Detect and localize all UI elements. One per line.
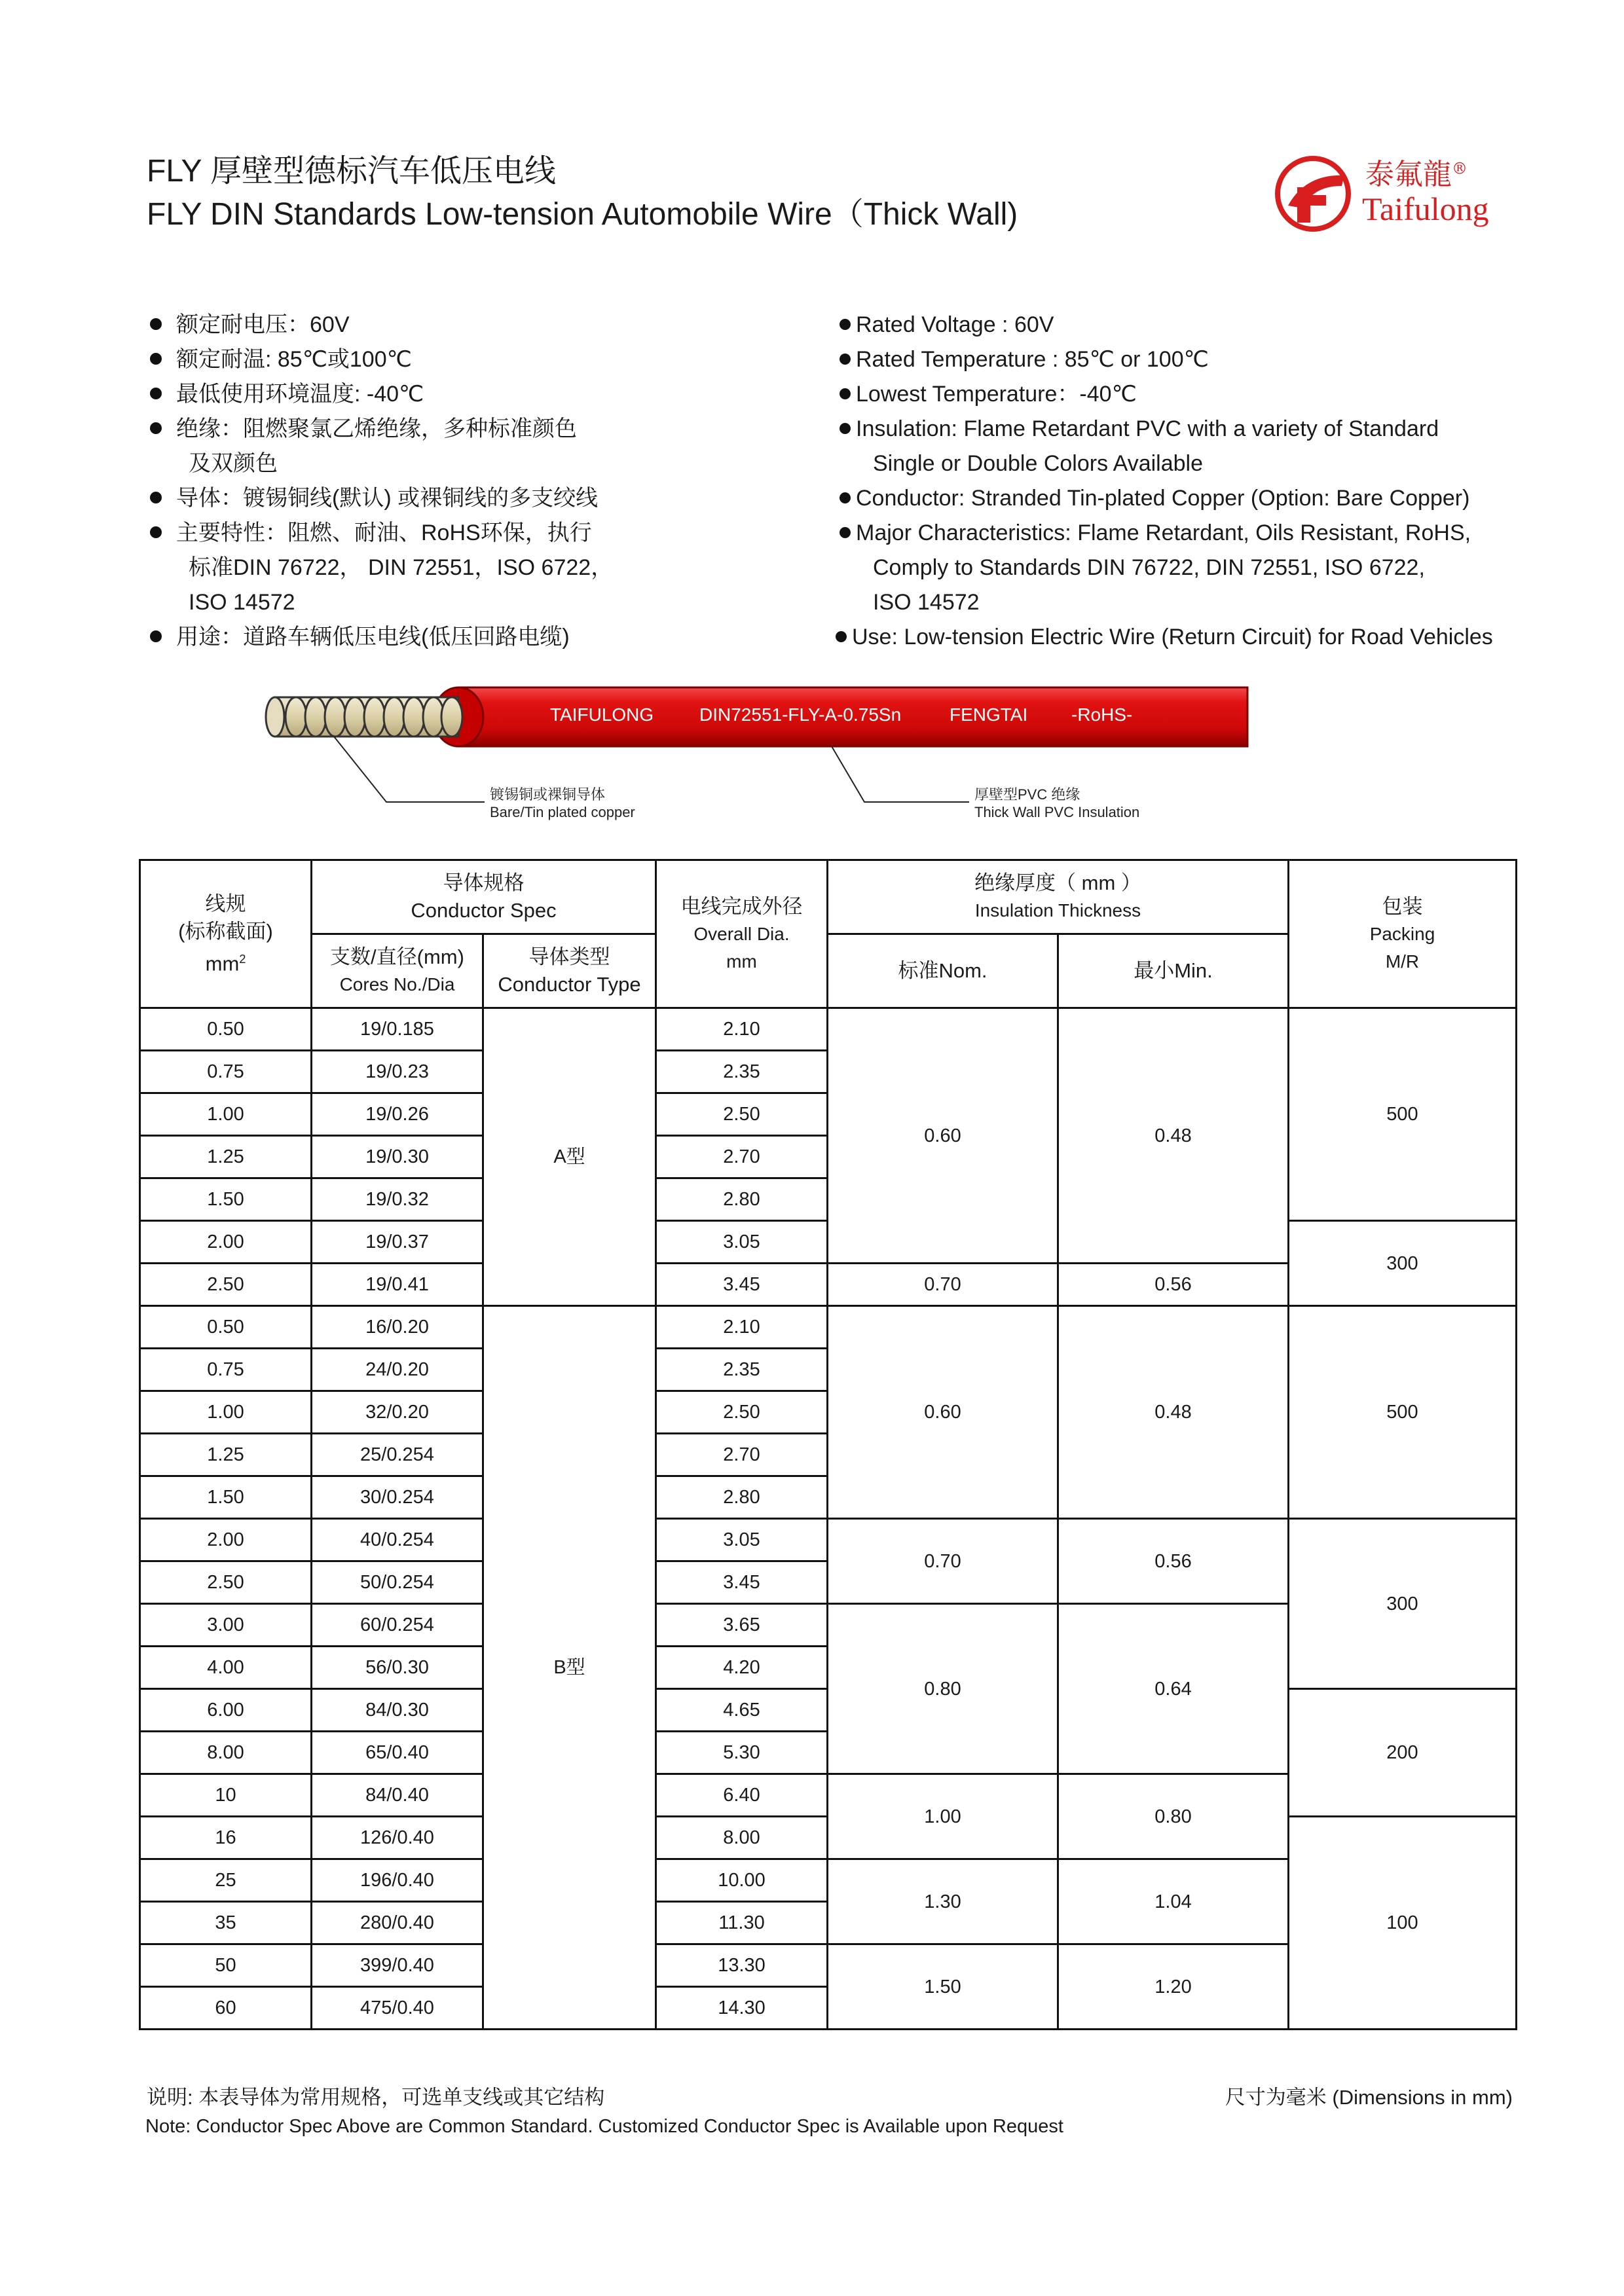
cell-dia: 2.80 — [656, 1476, 828, 1519]
cell-cores: 50/0.254 — [312, 1561, 483, 1604]
cell-size: 10 — [140, 1774, 312, 1817]
spec-table — [139, 859, 1517, 2030]
header-nominal: 标准Nom. — [828, 934, 1058, 1008]
bullet-icon — [150, 422, 162, 434]
cell-size: 1.25 — [140, 1434, 312, 1476]
cell-ins-nom: 0.70 — [828, 1519, 1058, 1604]
cell-ins-min: 0.56 — [1058, 1264, 1289, 1306]
spec-item-cn-continued: 标准DIN 76722， DIN 72551，ISO 6722， — [189, 555, 614, 580]
cell-cores: 25/0.254 — [312, 1434, 483, 1476]
table-row — [140, 1008, 1517, 1051]
spec-item-en-continued: ISO 14572 — [873, 590, 980, 615]
cell-dia: 3.05 — [656, 1519, 828, 1561]
cell-dia: 2.70 — [656, 1136, 828, 1178]
cell-size: 2.50 — [140, 1561, 312, 1604]
callout-conductor: 镀锡铜或裸铜导体 Bare/Tin plated copper — [490, 786, 635, 820]
spec-item-cn: 主要特性：阻燃、耐油、RoHS环保，执行 — [150, 516, 592, 551]
cell-cores: 30/0.254 — [312, 1476, 483, 1519]
cell-size: 1.50 — [140, 1476, 312, 1519]
logo-english-name: Taifulong — [1362, 191, 1489, 227]
bullet-icon — [150, 318, 162, 330]
spec-item-en: Use: Low-tension Electric Wire (Return Circuit) for Road Vehicles — [836, 620, 1493, 655]
table-body — [140, 1008, 1517, 2030]
header-insulation-thickness: 绝缘厚度（ mm ） Insulation Thickness — [828, 860, 1289, 934]
cell-size: 25 — [140, 1859, 312, 1902]
cell-ins-min: 0.80 — [1058, 1774, 1289, 1859]
cell-size: 0.75 — [140, 1051, 312, 1093]
header-overall-dia: 电线完成外径 Overall Dia. mm — [656, 860, 828, 1008]
spec-item-cn: 最低使用环境温度: -40℃ — [150, 377, 424, 412]
callout-insulation: 厚壁型PVC 绝缘 Thick Wall PVC Insulation — [974, 786, 1140, 820]
table-row — [140, 1306, 1517, 1349]
spec-item-cn: 绝缘：阻燃聚氯乙烯绝缘，多种标准颜色 — [150, 412, 577, 446]
spec-item-cn: 用途：道路车辆低压电线(低压回路电缆) — [150, 620, 570, 655]
cell-dia: 2.50 — [656, 1391, 828, 1434]
cell-conductor-type: A型 — [483, 1008, 656, 1306]
table-row — [140, 1519, 1517, 1561]
bullet-icon — [840, 527, 851, 538]
cell-dia: 3.05 — [656, 1221, 828, 1264]
cell-dia: 2.80 — [656, 1178, 828, 1221]
cell-cores: 84/0.40 — [312, 1774, 483, 1817]
cell-packing: 500 — [1289, 1306, 1517, 1519]
header-minimum: 最小Min. — [1058, 934, 1289, 1008]
bullet-icon — [840, 492, 851, 503]
cell-cores: 84/0.30 — [312, 1689, 483, 1732]
bullet-icon — [840, 423, 851, 434]
cell-cores: 280/0.40 — [312, 1902, 483, 1944]
cell-dia: 4.20 — [656, 1647, 828, 1689]
cell-dia: 2.10 — [656, 1306, 828, 1349]
cable-print-standard: DIN72551-FLY-A-0.75Sn — [699, 704, 902, 725]
cell-cores: 475/0.40 — [312, 1987, 483, 2030]
cell-packing: 100 — [1289, 1817, 1517, 2030]
cell-ins-min: 1.20 — [1058, 1944, 1289, 2030]
cell-cores: 19/0.185 — [312, 1008, 483, 1051]
bullet-icon — [840, 354, 851, 365]
cell-size: 0.50 — [140, 1306, 312, 1349]
cell-dia: 2.50 — [656, 1093, 828, 1136]
cell-cores: 19/0.32 — [312, 1178, 483, 1221]
cell-dia: 3.45 — [656, 1561, 828, 1604]
cell-dia: 14.30 — [656, 1987, 828, 2030]
footer-note-english: Note: Conductor Spec Above are Common Standard. Customized Conductor Spec is Available upon Request — [145, 2116, 1063, 2137]
header-packing: 包装 Packing M/R — [1289, 860, 1517, 1008]
header-cores-dia: 支数/直径(mm) Cores No./Dia — [312, 934, 483, 1008]
bullet-icon — [150, 526, 162, 538]
cell-size: 6.00 — [140, 1689, 312, 1732]
cell-cores: 56/0.30 — [312, 1647, 483, 1689]
cell-size: 4.00 — [140, 1647, 312, 1689]
bullet-icon — [150, 630, 162, 642]
cell-size: 3.00 — [140, 1604, 312, 1647]
cell-size: 0.75 — [140, 1349, 312, 1391]
cell-packing: 300 — [1289, 1221, 1517, 1306]
header-gauge: 线规 (标称截面) $mm^2$ — [140, 860, 312, 1008]
cell-size: 1.00 — [140, 1093, 312, 1136]
header-conductor-spec: 导体规格 Conductor Spec — [312, 860, 656, 934]
spec-item-en-continued: Comply to Standards DIN 76722, DIN 72551, ISO 6722, — [873, 555, 1425, 580]
cell-size: 2.00 — [140, 1519, 312, 1561]
bullet-icon — [150, 353, 162, 365]
spec-item-cn-continued: ISO 14572 — [189, 590, 295, 615]
cell-size: 60 — [140, 1987, 312, 2030]
cell-cores: 19/0.26 — [312, 1093, 483, 1136]
cell-dia: 11.30 — [656, 1902, 828, 1944]
cell-ins-nom: 0.60 — [828, 1008, 1058, 1264]
spec-item-en: Major Characteristics: Flame Retardant, Oils Resistant, RoHS, — [840, 516, 1471, 551]
spec-item-en: Lowest Temperature：-40℃ — [840, 377, 1137, 412]
cell-cores: 32/0.20 — [312, 1391, 483, 1434]
cell-size: 2.00 — [140, 1221, 312, 1264]
cell-size: 50 — [140, 1944, 312, 1987]
cell-size: 0.50 — [140, 1008, 312, 1051]
cell-cores: 40/0.254 — [312, 1519, 483, 1561]
cell-cores: 24/0.20 — [312, 1349, 483, 1391]
cell-ins-min: 1.04 — [1058, 1859, 1289, 1944]
cell-dia: 3.65 — [656, 1604, 828, 1647]
spec-item-en: Rated Temperature : 85℃ or 100℃ — [840, 342, 1209, 377]
cell-cores: 19/0.23 — [312, 1051, 483, 1093]
title-chinese: FLY 厚壁型德标汽车低压电线 — [147, 154, 556, 189]
cell-size: 2.50 — [140, 1264, 312, 1306]
cell-cores: 19/0.41 — [312, 1264, 483, 1306]
cell-dia: 4.65 — [656, 1689, 828, 1732]
footer-note-chinese: 说明: 本表导体为常用规格，可选单支线或其它结构 — [147, 2086, 605, 2109]
cell-dia: 3.45 — [656, 1264, 828, 1306]
cell-dia: 10.00 — [656, 1859, 828, 1902]
cell-dia: 2.35 — [656, 1349, 828, 1391]
cell-ins-nom: 1.50 — [828, 1944, 1058, 2030]
cell-dia: 2.35 — [656, 1051, 828, 1093]
brand-logo — [1274, 145, 1490, 244]
cell-ins-min: 0.56 — [1058, 1519, 1289, 1604]
callout-line-insulation — [832, 746, 969, 802]
cell-size: 1.00 — [140, 1391, 312, 1434]
cell-dia: 6.40 — [656, 1774, 828, 1817]
cell-packing: 300 — [1289, 1519, 1517, 1689]
cell-ins-nom: 0.60 — [828, 1306, 1058, 1519]
cell-dia: 2.10 — [656, 1008, 828, 1051]
cell-ins-min: 0.48 — [1058, 1008, 1289, 1264]
title-english: FLY DIN Standards Low-tension Automobile Wire（Thick Wall) — [147, 197, 1018, 232]
spec-item-en: Conductor: Stranded Tin-plated Copper (Option: Bare Copper) — [840, 481, 1469, 516]
cell-dia: 5.30 — [656, 1732, 828, 1774]
cell-ins-nom: 1.30 — [828, 1859, 1058, 1944]
table-header — [140, 860, 1517, 1008]
cell-cores: 60/0.254 — [312, 1604, 483, 1647]
cell-ins-min: 0.64 — [1058, 1604, 1289, 1774]
cable-print-rohs: -RoHS- — [1071, 704, 1133, 725]
cell-size: 35 — [140, 1902, 312, 1944]
header-conductor-type: 导体类型 Conductor Type — [483, 934, 656, 1008]
footer-unit-note: 尺寸为毫米 (Dimensions in mm) — [1225, 2086, 1513, 2109]
cell-ins-nom: 0.80 — [828, 1604, 1058, 1774]
bullet-icon — [150, 492, 162, 503]
cell-size: 1.25 — [140, 1136, 312, 1178]
spec-item-cn: 额定耐温: 85℃或100℃ — [150, 342, 412, 377]
cell-size: 8.00 — [140, 1732, 312, 1774]
cell-packing: 200 — [1289, 1689, 1517, 1817]
cell-dia: 8.00 — [656, 1817, 828, 1859]
cell-cores: 126/0.40 — [312, 1817, 483, 1859]
bullet-icon — [836, 631, 847, 642]
spec-item-cn: 导体：镀锡铜线(默认) 或裸铜线的多支绞线 — [150, 481, 598, 516]
cell-cores: 19/0.37 — [312, 1221, 483, 1264]
cable-print-brand: TAIFULONG — [550, 704, 654, 725]
cell-dia: 2.70 — [656, 1434, 828, 1476]
spec-item-en: Insulation: Flame Retardant PVC with a variety of Standard — [840, 412, 1439, 446]
cell-cores: 16/0.20 — [312, 1306, 483, 1349]
registered-mark: ® — [1452, 159, 1467, 178]
spec-item-en: Rated Voltage : 60V — [840, 308, 1054, 342]
taifulong-logo-icon — [1274, 155, 1352, 233]
cell-cores: 65/0.40 — [312, 1732, 483, 1774]
spec-item-en-continued: Single or Double Colors Available — [873, 451, 1204, 476]
logo-chinese-name: 泰氟龍® — [1365, 158, 1467, 191]
cell-dia: 13.30 — [656, 1944, 828, 1987]
cable-diagram — [262, 681, 1257, 825]
cell-size: 16 — [140, 1817, 312, 1859]
cell-conductor-type: B型 — [483, 1306, 656, 2030]
spec-item-cn: 额定耐电压：60V — [150, 308, 350, 342]
cell-size: 1.50 — [140, 1178, 312, 1221]
cell-cores: 19/0.30 — [312, 1136, 483, 1178]
cell-packing: 500 — [1289, 1008, 1517, 1221]
bullet-icon — [840, 388, 851, 399]
bullet-icon — [150, 388, 162, 399]
cell-ins-nom: 0.70 — [828, 1264, 1058, 1306]
cell-cores: 399/0.40 — [312, 1944, 483, 1987]
cell-ins-nom: 1.00 — [828, 1774, 1058, 1859]
cable-print-maker: FENGTAI — [950, 704, 1028, 725]
cell-ins-min: 0.48 — [1058, 1306, 1289, 1519]
cell-cores: 196/0.40 — [312, 1859, 483, 1902]
bullet-icon — [840, 319, 851, 330]
spec-item-cn-continued: 及双颜色 — [189, 451, 278, 476]
